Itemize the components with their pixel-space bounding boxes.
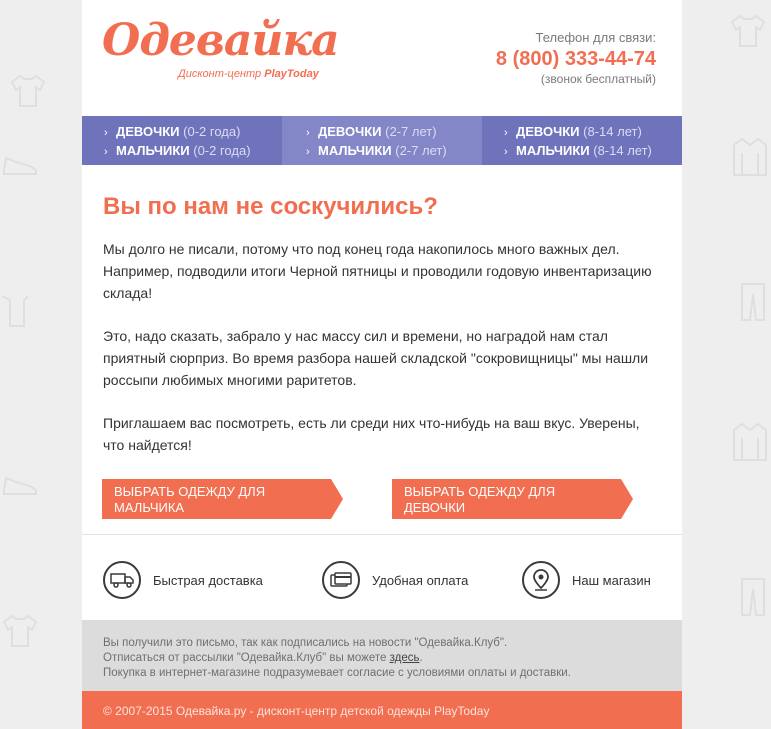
bg-shirt-icon <box>728 10 768 50</box>
phone-number[interactable]: 8 (800) 333-44-74 <box>495 48 656 70</box>
feature-label: Быстрая доставка <box>153 572 263 588</box>
paragraph: Мы долго не писали, потому что под конец года накопилось много важных дел. Например, подводили итоги Черной пятницы и проводили годовую инвентаризацию склада! <box>103 241 652 301</box>
nav-boys-8-14[interactable] <box>504 142 682 161</box>
bg-shirt-icon <box>0 290 30 330</box>
truck-icon <box>103 561 141 599</box>
nav-column-2-7 <box>282 116 482 165</box>
footer-line: Вы получили это письмо, так как подписались на новости "Одевайка.Клуб". <box>103 637 508 649</box>
email-container <box>82 0 682 729</box>
chevron-right-icon: › <box>306 127 310 139</box>
cta-line: ВЫБРАТЬ ОДЕЖДУ ДЛЯ <box>404 484 556 499</box>
chevron-right-icon: › <box>504 127 508 139</box>
bg-pants-icon <box>738 280 768 324</box>
bg-shirt-icon <box>0 610 40 650</box>
feature-label: Наш магазин <box>572 572 651 588</box>
shop-girls-button[interactable] <box>392 479 621 519</box>
nav-label: ДЕВОЧКИ <box>516 124 580 139</box>
nav-age: (0-2 года) <box>183 124 241 139</box>
logo-subtitle-prefix: Дисконт-центр <box>178 68 262 80</box>
bg-shoe-icon <box>0 150 40 180</box>
logo-wordmark: Одевайка <box>102 15 339 66</box>
nav-label: ДЕВОЧКИ <box>116 124 180 139</box>
arrow-tip-icon <box>331 479 343 519</box>
footer-notice <box>82 620 682 691</box>
nav-column-8-14 <box>482 116 682 165</box>
nav-age: (0-2 года) <box>193 143 251 158</box>
nav-girls-8-14[interactable] <box>504 123 682 142</box>
nav-boys-2-7[interactable] <box>306 142 482 161</box>
card-icon <box>322 561 360 599</box>
nav-label: МАЛЬЧИКИ <box>116 143 190 158</box>
unsubscribe-text: Отписаться от рассылки "Одевайка.Клуб" вы можете <box>103 652 387 664</box>
arrow-tip-icon <box>621 479 633 519</box>
nav-label: МАЛЬЧИКИ <box>516 143 590 158</box>
logo-subtitle <box>178 68 319 80</box>
header <box>82 0 682 116</box>
chevron-right-icon: › <box>104 146 108 158</box>
bg-jacket-icon <box>730 135 770 179</box>
nav-girls-0-2[interactable] <box>104 123 282 142</box>
features-row <box>82 555 682 605</box>
contact-block <box>496 30 656 86</box>
logo-subtitle-brand: PlayToday <box>264 68 319 80</box>
paragraph: Это, надо сказать, забрало у нас массу сил и времени, но наградой нам стал приятный сюрприз. Во время разбора нашей складской "сокровищницы" мы нашли россыпи любимых многими раритетов. <box>103 328 649 388</box>
bg-pants-icon <box>738 575 768 619</box>
cta-line: ДЕВОЧКИ <box>404 500 466 515</box>
feature-payment[interactable] <box>322 555 468 605</box>
logo[interactable] <box>102 14 339 84</box>
nav-age: (8-14 лет) <box>583 124 642 139</box>
message-body <box>103 190 663 477</box>
shop-boys-button[interactable] <box>102 479 331 519</box>
chevron-right-icon: › <box>306 146 310 158</box>
divider <box>82 534 682 535</box>
unsubscribe-link[interactable]: здесь <box>389 652 420 664</box>
footer-line: Покупка в интернет-магазине подразумевает согласие с условиями оплаты и доставки. <box>103 667 571 679</box>
phone-note: (звонок бесплатный) <box>540 72 656 86</box>
feature-store[interactable] <box>522 555 651 605</box>
nav-girls-2-7[interactable] <box>306 123 482 142</box>
nav-label: МАЛЬЧИКИ <box>318 143 392 158</box>
nav-boys-0-2[interactable] <box>104 142 282 161</box>
chevron-right-icon: › <box>504 146 508 158</box>
nav-label: ДЕВОЧКИ <box>318 124 382 139</box>
category-nav <box>82 116 682 165</box>
contact-label: Телефон для связи: <box>535 30 656 45</box>
copyright-bar <box>82 691 682 729</box>
nav-age: (2-7 лет) <box>385 124 437 139</box>
feature-label: Удобная оплата <box>372 572 469 588</box>
cta-line: ВЫБРАТЬ ОДЕЖДУ ДЛЯ <box>114 484 266 499</box>
nav-age: (2-7 лет) <box>395 143 447 158</box>
feature-delivery[interactable] <box>103 555 263 605</box>
cta-line: МАЛЬЧИКА <box>114 500 185 515</box>
bg-jacket-icon <box>730 420 770 464</box>
nav-column-0-2 <box>82 116 282 165</box>
footer-line <box>103 651 682 666</box>
message-title: Вы по нам не соскучились? <box>103 193 438 220</box>
paragraph: Приглашаем вас посмотреть, есть ли среди них что-нибудь на ваш вкус. Уверены, что найдется! <box>103 415 640 453</box>
unsubscribe-suffix: . <box>419 652 423 664</box>
nav-age: (8-14 лет) <box>593 143 652 158</box>
bg-shoe-icon <box>0 470 40 500</box>
chevron-right-icon: › <box>104 127 108 139</box>
copyright-text: © 2007-2015 Одевайка.ру - дисконт-центр детской одежды PlayToday <box>103 704 490 718</box>
bg-shirt-icon <box>8 70 48 110</box>
map-pin-icon <box>522 561 560 599</box>
